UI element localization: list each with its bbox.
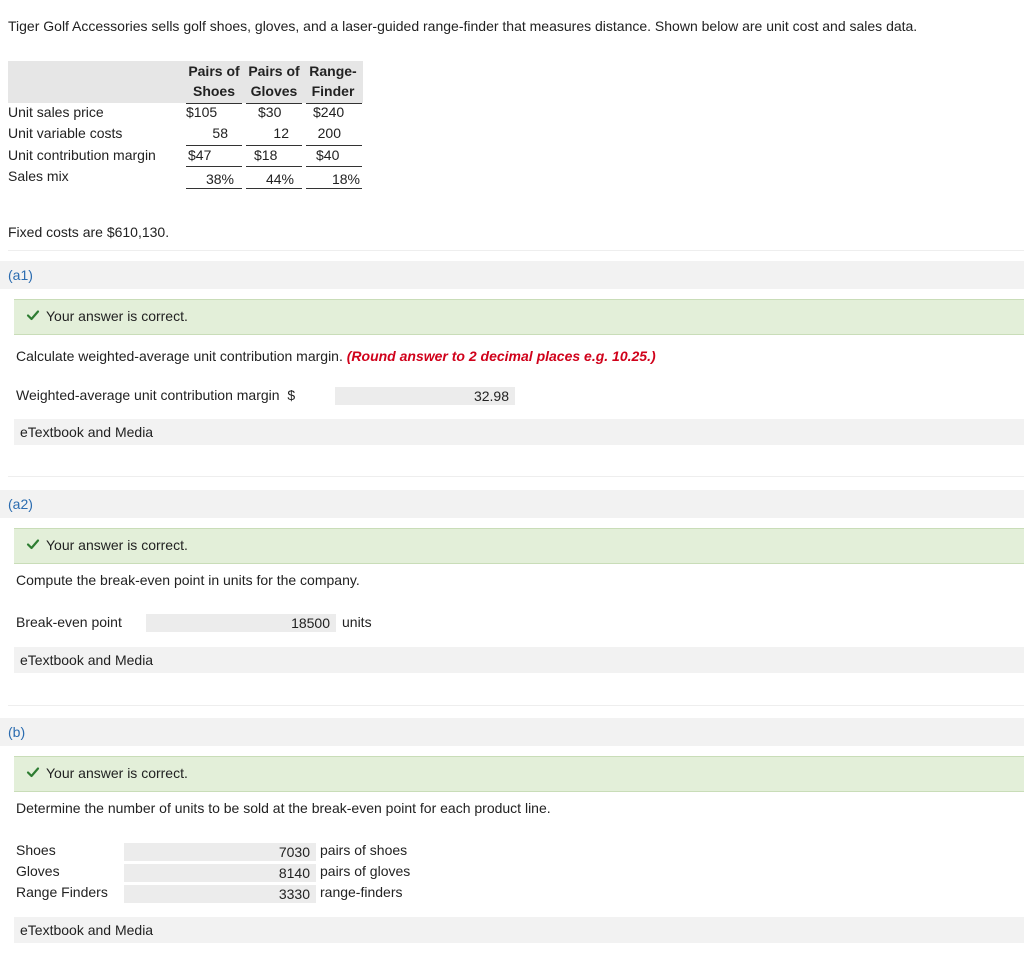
rounding-hint: (Round answer to 2 decimal places e.g. 10.25.) (346, 348, 656, 364)
col-header-gloves-line1: Pairs of (248, 63, 300, 79)
break-even-answer-field[interactable]: 18500 (146, 614, 336, 632)
checkmark-icon (26, 765, 40, 779)
col-header-gloves-line2: Gloves (250, 83, 298, 99)
unit-label: pairs of gloves (320, 863, 411, 879)
row-label: Unit sales price (8, 104, 104, 120)
col-header-finder-line2: Finder (311, 83, 355, 99)
rule (306, 166, 362, 167)
rule (306, 188, 362, 189)
etextbook-link[interactable] (14, 647, 1024, 673)
currency-symbol: $ (287, 387, 296, 403)
checkmark-icon (26, 537, 40, 551)
cell-value: 58 (212, 125, 228, 141)
rule (246, 145, 302, 146)
col-header-finder-line1: Range- (309, 63, 357, 79)
product-label-gloves: Gloves (16, 863, 60, 879)
unit-label: pairs of shoes (320, 842, 408, 858)
section-label: (a1) (8, 267, 33, 283)
etextbook-label: eTextbook and Media (20, 652, 154, 668)
shoes-answer-field[interactable]: 7030 (124, 843, 316, 861)
row-label: Unit variable costs (8, 125, 123, 141)
unit-label: range-finders (320, 884, 403, 900)
answer-label-text: Weighted-average unit contribution margin (16, 387, 280, 403)
question-text: Compute the break-even point in units for the company. (16, 572, 360, 588)
cell-value: $47 (188, 147, 212, 163)
etextbook-label: eTextbook and Media (20, 424, 154, 440)
problem-intro: Tiger Golf Accessories sells golf shoes, gloves, and a laser-guided range-finder that measures distance. Shown below are unit cost and sales data. (8, 18, 918, 34)
col-header-shoes-line2: Shoes (192, 83, 235, 99)
correct-banner (14, 756, 1024, 792)
correct-message: Your answer is correct. (46, 765, 188, 781)
unit-label: units (342, 614, 372, 630)
cell-value: 12 (273, 125, 289, 141)
correct-message: Your answer is correct. (46, 308, 188, 324)
section-label: (b) (8, 724, 26, 740)
cell-value: 200 (317, 125, 341, 141)
etextbook-label: eTextbook and Media (20, 922, 154, 938)
rule (186, 145, 242, 146)
range-finders-answer-field[interactable]: 3330 (124, 885, 316, 903)
etextbook-link[interactable] (14, 419, 1024, 445)
question-main: Calculate weighted-average unit contribution margin. (16, 348, 343, 364)
answer-label (16, 387, 295, 403)
answer-label: Break-even point (16, 614, 122, 630)
cell-value: 38% (205, 171, 234, 187)
rule (246, 188, 302, 189)
cell-value: 18% (331, 171, 360, 187)
rule (186, 188, 242, 189)
section-header (0, 490, 1024, 518)
cell-value: $30 (258, 104, 282, 120)
correct-banner (14, 299, 1024, 335)
section-label: (a2) (8, 496, 33, 512)
gloves-answer-field[interactable]: 8140 (124, 864, 316, 882)
rule (246, 166, 302, 167)
row-label: Unit contribution margin (8, 147, 156, 163)
divider (8, 705, 1024, 706)
wacm-answer-field[interactable]: 32.98 (335, 387, 515, 405)
divider (8, 476, 1024, 477)
cell-value: $240 (313, 104, 345, 120)
product-label-shoes: Shoes (16, 842, 56, 858)
cost-data-table (8, 61, 363, 189)
section-header (0, 261, 1024, 289)
cell-value: $105 (186, 104, 218, 120)
rule (186, 166, 242, 167)
correct-message: Your answer is correct. (46, 537, 188, 553)
col-header-shoes-line1: Pairs of (188, 63, 240, 79)
checkmark-icon (26, 308, 40, 322)
rule (306, 145, 362, 146)
etextbook-link[interactable] (14, 917, 1024, 943)
section-header (0, 718, 1024, 746)
fixed-costs-text: Fixed costs are $610,130. (8, 224, 170, 240)
cell-value: 44% (265, 171, 294, 187)
divider (8, 250, 1024, 251)
product-label-range-finders: Range Finders (16, 884, 108, 900)
cell-value: $40 (316, 147, 340, 163)
question-text (16, 348, 656, 364)
question-text: Determine the number of units to be sold at the break-even point for each product line. (16, 800, 551, 816)
cell-value: $18 (254, 147, 278, 163)
correct-banner (14, 528, 1024, 564)
row-label: Sales mix (8, 168, 69, 184)
